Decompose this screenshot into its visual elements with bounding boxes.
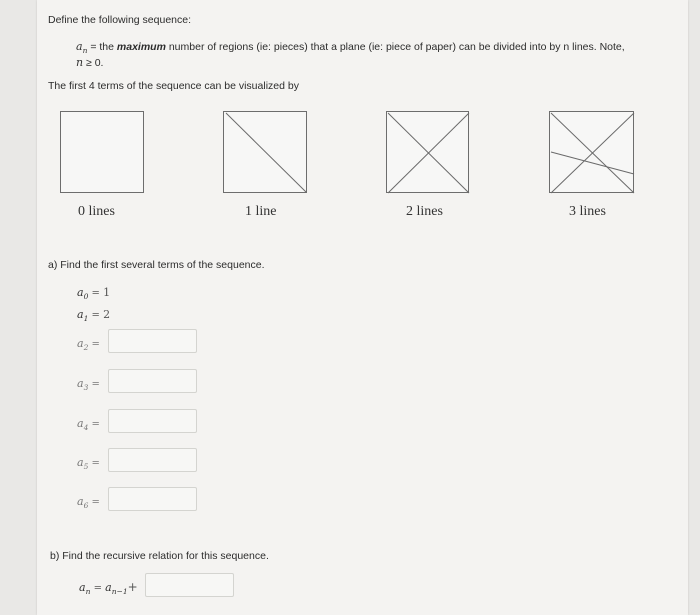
term-sub: 6 — [83, 501, 89, 510]
question-page — [37, 0, 688, 615]
term-a5-label — [77, 453, 100, 471]
plus-sign: + — [127, 580, 138, 594]
term-a2-label — [77, 334, 100, 352]
figure-1-line — [223, 111, 307, 193]
definition-line-1 — [76, 40, 625, 55]
cut-line — [226, 113, 306, 192]
term-var: a — [77, 337, 84, 350]
answer-input-a4[interactable] — [108, 409, 197, 433]
term-a3-label — [77, 374, 100, 392]
intro-heading: Define the following sequence: — [48, 14, 192, 26]
visual-note: The first 4 terms of the sequence can be visualized by — [48, 80, 299, 92]
figure-3-lines — [549, 111, 634, 193]
figure-0-lines — [60, 111, 144, 193]
def-line2-var: n — [76, 56, 84, 69]
term-a4-label — [77, 414, 100, 432]
figure-label: 2 lines — [406, 204, 443, 219]
def-eq: = the — [87, 41, 117, 53]
term-eq: = — [88, 310, 104, 321]
term-sub: 3 — [83, 383, 89, 392]
definition-line-2 — [76, 56, 103, 69]
term-value: 2 — [103, 308, 111, 321]
term-eq: = — [88, 419, 100, 430]
term-eq: = — [88, 288, 104, 299]
term-var: a — [77, 456, 84, 469]
lhs-sub: n — [85, 587, 91, 596]
part-a-prompt: a) Find the first several terms of the sequence. — [48, 259, 265, 271]
given-term-a1 — [77, 305, 110, 323]
term-eq: = — [88, 339, 100, 350]
figure-1-line-drawing — [224, 112, 308, 194]
term-sub: 0 — [83, 292, 89, 301]
answer-input-a2[interactable] — [108, 329, 197, 353]
term-value: 1 — [103, 286, 111, 299]
term-eq: = — [88, 458, 100, 469]
given-term-a0 — [77, 283, 110, 301]
def-sub: n — [82, 46, 88, 55]
answer-input-a3[interactable] — [108, 369, 197, 393]
figure-label: 0 lines — [78, 204, 115, 219]
term-var: a — [77, 495, 84, 508]
term-sub: 1 — [83, 314, 89, 323]
lhs-var: a — [79, 581, 86, 594]
def-bold: maximum — [116, 41, 166, 53]
part-b-prompt: b) Find the recursive relation for this sequence. — [50, 550, 269, 562]
rhs-var: a — [105, 581, 112, 594]
answer-input-a5[interactable] — [108, 448, 197, 472]
figure-2-lines — [386, 111, 469, 193]
def-line2-rest: ≥ 0. — [83, 57, 104, 69]
term-eq: = — [88, 497, 100, 508]
term-eq: = — [88, 379, 100, 390]
figure-3-lines-drawing — [550, 112, 635, 194]
figure-label: 3 lines — [569, 204, 606, 219]
answer-input-a6[interactable] — [108, 487, 197, 511]
term-var: a — [77, 308, 84, 321]
def-var: a — [76, 40, 83, 53]
term-a6-label — [77, 492, 100, 510]
figure-label: 1 line — [245, 204, 277, 219]
term-var: a — [77, 417, 84, 430]
term-sub: 2 — [83, 343, 89, 352]
term-var: a — [77, 286, 84, 299]
cut-line — [551, 152, 634, 174]
recursive-relation — [79, 578, 138, 596]
def-rest: number of regions (ie: pieces) that a plane (ie: piece of paper) can be divided into by n lines. Note, — [165, 41, 625, 53]
term-sub: 4 — [83, 423, 89, 432]
relation-eq: = — [90, 583, 106, 594]
figure-2-lines-drawing — [387, 112, 470, 194]
answer-input-recursive[interactable] — [145, 573, 234, 597]
term-sub: 5 — [83, 462, 89, 471]
term-var: a — [77, 377, 84, 390]
rhs-sub: n−1 — [111, 587, 128, 596]
